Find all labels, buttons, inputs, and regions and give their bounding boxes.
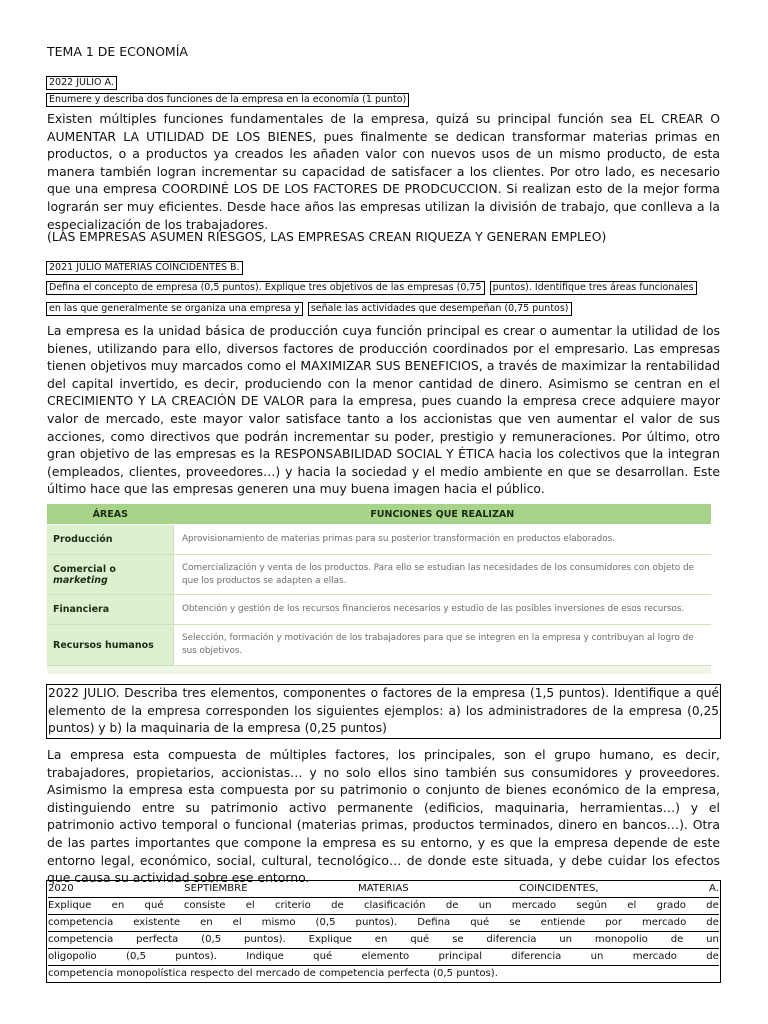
- q4-line: competencia existente en el mismo (0,5 puntos). Defina qué se entiende por mercado de: [48, 915, 719, 932]
- areas-header-col2: FUNCIONES QUE REALIZAN: [174, 504, 712, 525]
- document-title: TEMA 1 DE ECONOMÍA: [47, 44, 188, 59]
- area-name: Financiera: [47, 595, 174, 625]
- areas-header-col1: ÁREAS: [47, 504, 174, 525]
- q1-answer: Existen múltiples funciones fundamentales de la empresa, quizá su principal función sea EL CREAR O AUMENTAR LA UTILIDAD DE LOS BIENES, pues finalmente se dedican transformar materias primas en productos, o a productos ya creados les añaden valor con nuevos usos de un mismo producto, de esta manera también logran incrementar su capacidad de satisfacer a los clientes. Por otro lado, es necesario que una empresa COORDINÉ LOS DE LOS FACTORES DE PRODCUCCION. Si realizan esto de la mejor forma lograrán ser muy eficientes. Desde hace años las empresas utilizan la división de trabajo, que conlleva a la especialización de los trabajadores.: [47, 111, 720, 232]
- table-row: [47, 595, 711, 625]
- q2-question-part4: señale las actividades que desempeñan (0,75 puntos): [308, 302, 572, 316]
- q2-header-box: [46, 255, 243, 275]
- q3-answer: La empresa esta compuesta de múltiples factores, los principales, son el grupo humano, es decir, trabajadores, propietarios, accionistas… y no solo ellos sino también sus consumidores y proveedores. Asimismo la empresa esta compuesta por su patrimonio o conjunto de bienes económico de la empresa, distinguiendo entre su patrimonio activo permanente (edificios, maquinaria, herramientas…) y el patrimonio activo temporal o funcional (materias primas, productos terminados, dinero en bancos…). Otra de las partes importantes que compone la empresa es su entorno, y es que la empresa depende de este entorno legal, económico, social, cultural, tecnológico… de donde este situada, y debe cuidar los efectos que causa su actividad sobre ese entorno.: [47, 747, 720, 886]
- q4-question: [46, 880, 721, 983]
- q1-header: 2022 JULIO A.: [46, 76, 117, 90]
- q2-header: 2021 JULIO MATERIAS COINCIDENTES B.: [46, 261, 243, 275]
- q2-question-part3: en las que generalmente se organiza una empresa y: [46, 302, 303, 316]
- table-row: [47, 555, 711, 595]
- areas-table-header: [47, 504, 711, 525]
- area-functions: Comercialización y venta de los productos. Para ello se estudian las necesidades de los consumidores con objeto de que los productos se adapten a ellas.: [174, 555, 712, 595]
- area-name: Producción: [47, 525, 174, 555]
- q2-answer: La empresa es la unidad básica de producción cuya función principal es crear o aumentar la utilidad de los bienes, utilizando para ello, diversos factores de producción coordinados por el empresario. Las empresas tienen objetivos muy marcados como el MAXIMIZAR SUS BENEFICIOS, a través de maximizar la rentabilidad del capital invertido, es decir, produciendo con la menor cantidad de dinero. Asimismo se centran en el CRECIMIENTO Y LA CREACIÓN DE VALOR para la empresa, pues cuando la empresa crece adquiere mayor valor de mercado, este mayor valor satisface tanto a los accionistas que ven aumentar el valor de sus acciones, como directivos que podrán incrementar su poder, prestigio y remuneraciones. Por último, otro gran objetivo de las empresas es la RESPONSABILIDAD SOCIAL Y ÉTICA hacia los colectivos que la integran (empleados, clientes, proveedores…) y hacia la sociedad y el medio ambiente en que se desarrollan. Este último hace que las empresas generen una muy buena imagen hacia el público.: [47, 323, 720, 497]
- q1-note: (LAS EMPRESAS ASUMEN RIESGOS, LAS EMPRESAS CREAN RIQUEZA Y GENERAN EMPLEO): [47, 229, 607, 244]
- table-footer: [47, 666, 711, 675]
- q1-question-box: [46, 87, 409, 107]
- area-functions: Obtención y gestión de los recursos financieros necesarios y estudio de las posibles inversiones de esos recursos.: [174, 595, 712, 625]
- table-row: [47, 525, 711, 555]
- q1-question: Enumere y describa dos funciones de la empresa en la economía (1 punto): [46, 93, 409, 107]
- q4-line: competencia perfecta (0,5 puntos). Explique en qué se diferencia un monopolio de un: [48, 932, 719, 949]
- table-row: [47, 625, 711, 666]
- q2-question-part2: puntos). Identifique tres áreas funcionales: [490, 281, 697, 295]
- areas-table: [47, 504, 711, 674]
- q4-line: oligopolio (0,5 puntos). Indique qué elemento principal diferencia un mercado de: [48, 949, 719, 966]
- q3-question: 2022 JULIO. Describa tres elementos, componentes o factores de la empresa (1,5 puntos). Identifique a qué elemento de la empresa corresponden los siguientes ejemplos: a) los administradores de la empresa (0,25 puntos) y b) la maquinaria de la empresa (0,25 puntos): [46, 684, 721, 739]
- area-name: Recursos humanos: [47, 625, 174, 666]
- q4-line: 2020 SEPTIEMBRE MATERIAS COINCIDENTES, A.: [48, 881, 719, 898]
- q4-line: competencia monopolística respecto del mercado de competencia perfecta (0,5 puntos).: [48, 968, 498, 979]
- q4-line: Explique en qué consiste el criterio de clasificación de un mercado según el grado de: [48, 898, 719, 915]
- area-name: [47, 555, 174, 595]
- q2-question-part1: Defina el concepto de empresa (0,5 puntos). Explique tres objetivos de las empresas (0,75: [46, 281, 485, 295]
- q2-question-line1: [46, 275, 697, 295]
- area-functions: Selección, formación y motivación de los trabajadores para que se integren en la empresa y contribuyan al logro de sus objetivos.: [174, 625, 712, 666]
- area-name-prefix: Comercial o: [53, 563, 116, 575]
- q2-question-line2: [46, 296, 572, 316]
- area-name-emphasis: marketing: [53, 574, 108, 586]
- area-functions: Aprovisionamiento de materias primas para su posterior transformación en productos elaborados.: [174, 525, 712, 555]
